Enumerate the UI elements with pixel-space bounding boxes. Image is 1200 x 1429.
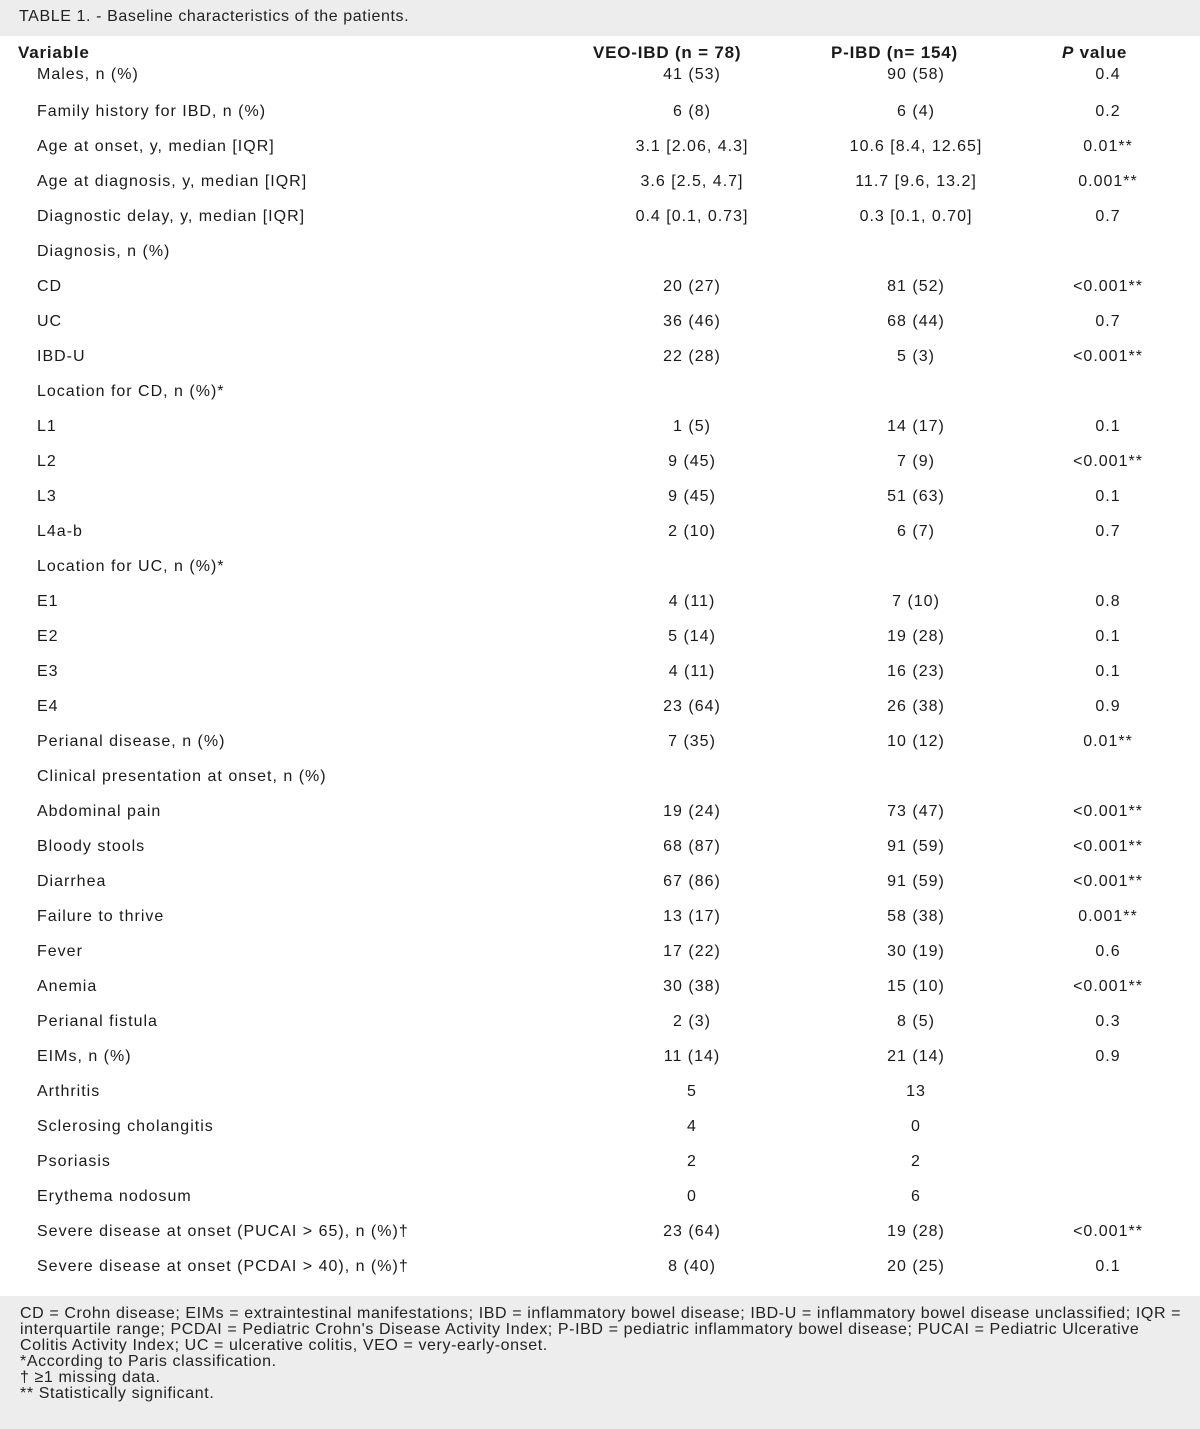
cell-p-value: 0.1 (1095, 628, 1121, 645)
cell-p-ibd: 19 (28) (887, 1223, 945, 1240)
cell-p-value: <0.001** (1073, 348, 1143, 365)
row-label: Anemia (37, 978, 98, 995)
cell-veo-ibd: 20 (27) (663, 278, 721, 295)
cell-p-value: 0.7 (1095, 313, 1121, 330)
cell-p-ibd: 58 (38) (887, 908, 945, 925)
cell-p-ibd: 0 (911, 1118, 921, 1135)
cell-veo-ibd: 7 (35) (668, 733, 716, 750)
table-row (0, 585, 1200, 620)
cell-veo-ibd: 6 (8) (673, 103, 711, 120)
cell-p-ibd: 8 (5) (897, 1013, 935, 1030)
cell-veo-ibd: 11 (14) (663, 1048, 721, 1065)
table-row (0, 200, 1200, 235)
cell-veo-ibd: 9 (45) (668, 488, 716, 505)
cell-p-value: 0.1 (1095, 663, 1121, 680)
row-label: E2 (37, 628, 59, 645)
table-row (0, 1075, 1200, 1110)
row-label: Perianal disease, n (%) (37, 733, 226, 750)
table-row (0, 550, 1200, 585)
cell-p-value: 0.7 (1095, 523, 1121, 540)
cell-p-value: 0.7 (1095, 208, 1121, 225)
cell-p-ibd: 73 (47) (887, 803, 945, 820)
cell-veo-ibd: 41 (53) (663, 66, 721, 83)
cell-veo-ibd: 23 (64) (663, 698, 721, 715)
row-label: Diagnostic delay, y, median [IQR] (37, 208, 306, 225)
row-label: Erythema nodosum (37, 1188, 192, 1205)
table-row (0, 60, 1200, 95)
header-veo-ibd: VEO-IBD (n = 78) (593, 43, 742, 62)
table-row (0, 340, 1200, 375)
row-label: Failure to thrive (37, 908, 165, 925)
table-row (0, 1250, 1200, 1285)
table-row (0, 1215, 1200, 1250)
header-p-rest: value (1074, 43, 1128, 62)
row-label: Arthritis (37, 1083, 101, 1100)
table-row (0, 620, 1200, 655)
row-label: Clinical presentation at onset, n (%) (37, 768, 327, 785)
table-row (0, 795, 1200, 830)
row-label: Fever (37, 943, 83, 960)
cell-veo-ibd: 2 (687, 1153, 697, 1170)
table-row (0, 375, 1200, 410)
cell-p-ibd: 90 (58) (887, 66, 945, 83)
cell-p-ibd: 21 (14) (887, 1048, 945, 1065)
cell-p-ibd: 13 (906, 1083, 926, 1100)
table-caption: TABLE 1. - Baseline characteristics of the patients. (0, 0, 1200, 36)
cell-p-ibd: 91 (59) (887, 838, 945, 855)
cell-veo-ibd: 0 (687, 1188, 697, 1205)
cell-p-ibd: 5 (3) (897, 348, 935, 365)
table-row (0, 130, 1200, 165)
cell-p-ibd: 2 (911, 1153, 921, 1170)
cell-veo-ibd: 23 (64) (663, 1223, 721, 1240)
header-p-italic: P (1062, 43, 1075, 62)
cell-p-ibd: 6 (4) (897, 103, 935, 120)
cell-veo-ibd: 9 (45) (668, 453, 716, 470)
cell-veo-ibd: 0.4 [0.1, 0.73] (635, 208, 749, 225)
table-row (0, 95, 1200, 130)
row-label: L4a-b (37, 523, 83, 540)
cell-veo-ibd: 13 (17) (663, 908, 721, 925)
cell-veo-ibd: 68 (87) (663, 838, 721, 855)
row-label: IBD-U (37, 348, 86, 365)
cell-veo-ibd: 4 (11) (668, 663, 716, 680)
row-label: Location for UC, n (%)* (37, 558, 225, 575)
row-label: Diagnosis, n (%) (37, 243, 171, 260)
table-row (0, 655, 1200, 690)
header-p-ibd: P-IBD (n= 154) (831, 43, 958, 62)
table-row (0, 515, 1200, 550)
table-row (0, 1005, 1200, 1040)
cell-p-value: 0.3 (1095, 1013, 1121, 1030)
cell-p-ibd: 0.3 [0.1, 0.70] (859, 208, 973, 225)
cell-veo-ibd: 5 (687, 1083, 697, 1100)
row-label: Age at onset, y, median [IQR] (37, 138, 275, 155)
cell-p-value: <0.001** (1073, 278, 1143, 295)
row-label: E4 (37, 698, 59, 715)
table-row (0, 760, 1200, 795)
row-label: UC (37, 313, 63, 330)
cell-p-value: 0.8 (1095, 593, 1121, 610)
cell-veo-ibd: 36 (46) (663, 313, 721, 330)
cell-p-value: 0.9 (1095, 698, 1121, 715)
cell-p-ibd: 6 (911, 1188, 921, 1205)
row-label: Abdominal pain (37, 803, 162, 820)
row-label: E1 (37, 593, 59, 610)
table-row (0, 725, 1200, 760)
row-label: E3 (37, 663, 59, 680)
cell-p-ibd: 7 (10) (892, 593, 940, 610)
table-row (0, 690, 1200, 725)
cell-p-ibd: 19 (28) (887, 628, 945, 645)
footnote-abbreviations: CD = Crohn disease; EIMs = extraintestinal manifestations; IBD = inflammatory bowel disease; IBD-U = inflammatory bowel disease unclassified; IQR = interquartile range; PCDAI = Pediatric Crohn's Disease Activity Index; P-IBD = pediatric inflammatory bowel disease; PUCAI = Pediatric Ulcerative Colitis Activity Index; UC = ulcerative colitis, VEO = very-early-onset. (20, 1305, 1182, 1354)
row-label: Age at diagnosis, y, median [IQR] (37, 173, 308, 190)
cell-p-value: <0.001** (1073, 1223, 1143, 1240)
table-row (0, 865, 1200, 900)
cell-veo-ibd: 2 (10) (668, 523, 716, 540)
table-row (0, 1180, 1200, 1215)
row-label: Severe disease at onset (PUCAI > 65), n (%)† (37, 1223, 409, 1240)
cell-p-value: 0.2 (1095, 103, 1121, 120)
cell-veo-ibd: 19 (24) (663, 803, 721, 820)
row-label: CD (37, 278, 63, 295)
row-label: L1 (37, 418, 57, 435)
cell-veo-ibd: 17 (22) (663, 943, 721, 960)
table-row (0, 830, 1200, 865)
table-row (0, 445, 1200, 480)
cell-p-value: 0.01** (1083, 138, 1133, 155)
row-label: Diarrhea (37, 873, 107, 890)
table-row (0, 935, 1200, 970)
cell-p-ibd: 10 (12) (887, 733, 945, 750)
table-row (0, 410, 1200, 445)
cell-p-value: <0.001** (1073, 803, 1143, 820)
table-row (0, 900, 1200, 935)
cell-veo-ibd: 4 (687, 1118, 697, 1135)
cell-p-value: 0.1 (1095, 488, 1121, 505)
table-row (0, 270, 1200, 305)
table-row (0, 1110, 1200, 1145)
cell-p-value: 0.001** (1078, 908, 1138, 925)
cell-veo-ibd: 1 (5) (673, 418, 711, 435)
row-label: Family history for IBD, n (%) (37, 103, 267, 120)
table-row (0, 235, 1200, 270)
cell-p-value: 0.01** (1083, 733, 1133, 750)
cell-p-ibd: 14 (17) (887, 418, 945, 435)
cell-veo-ibd: 30 (38) (663, 978, 721, 995)
cell-p-ibd: 11.7 [9.6, 13.2] (855, 173, 977, 190)
row-label: Bloody stools (37, 838, 146, 855)
row-label: L3 (37, 488, 57, 505)
row-label: Males, n (%) (37, 66, 139, 83)
row-label: L2 (37, 453, 57, 470)
table-row (0, 165, 1200, 200)
cell-p-value: 0.1 (1095, 418, 1121, 435)
cell-p-value: <0.001** (1073, 453, 1143, 470)
footnote-significant: ** Statistically significant. (20, 1385, 215, 1402)
cell-veo-ibd: 3.1 [2.06, 4.3] (635, 138, 749, 155)
cell-p-ibd: 16 (23) (887, 663, 945, 680)
header-variable: Variable (18, 43, 90, 62)
table-body (0, 60, 1200, 1285)
cell-p-ibd: 81 (52) (887, 278, 945, 295)
row-label: EIMs, n (%) (37, 1048, 132, 1065)
table-row (0, 1145, 1200, 1180)
cell-veo-ibd: 3.6 [2.5, 4.7] (640, 173, 744, 190)
cell-p-ibd: 51 (63) (887, 488, 945, 505)
cell-p-ibd: 30 (19) (887, 943, 945, 960)
row-label: Sclerosing cholangitis (37, 1118, 214, 1135)
cell-p-ibd: 20 (25) (887, 1258, 945, 1275)
cell-p-value: 0.1 (1095, 1258, 1121, 1275)
cell-p-ibd: 6 (7) (897, 523, 935, 540)
cell-p-value: <0.001** (1073, 978, 1143, 995)
cell-p-ibd: 91 (59) (887, 873, 945, 890)
cell-p-value: 0.001** (1078, 173, 1138, 190)
cell-veo-ibd: 67 (86) (663, 873, 721, 890)
cell-p-ibd: 7 (9) (897, 453, 935, 470)
cell-p-value: 0.6 (1095, 943, 1121, 960)
footnote-missing: † ≥1 missing data. (20, 1369, 161, 1386)
cell-p-ibd: 26 (38) (887, 698, 945, 715)
cell-p-ibd: 15 (10) (887, 978, 945, 995)
table-row (0, 1040, 1200, 1075)
cell-p-ibd: 68 (44) (887, 313, 945, 330)
cell-veo-ibd: 5 (14) (668, 628, 716, 645)
cell-p-value: 0.9 (1095, 1048, 1121, 1065)
cell-p-value: <0.001** (1073, 838, 1143, 855)
cell-veo-ibd: 4 (11) (668, 593, 716, 610)
table-row (0, 970, 1200, 1005)
row-label: Severe disease at onset (PCDAI > 40), n (%)† (37, 1258, 409, 1275)
footnote-paris: *According to Paris classification. (20, 1353, 277, 1370)
table-row (0, 305, 1200, 340)
cell-p-ibd: 10.6 [8.4, 12.65] (849, 138, 983, 155)
row-label: Perianal fistula (37, 1013, 158, 1030)
table-footnotes (0, 1296, 1200, 1429)
row-label: Psoriasis (37, 1153, 111, 1170)
cell-veo-ibd: 8 (40) (668, 1258, 716, 1275)
cell-p-value: 0.4 (1095, 66, 1121, 83)
cell-veo-ibd: 2 (3) (673, 1013, 711, 1030)
cell-veo-ibd: 22 (28) (663, 348, 721, 365)
cell-p-value: <0.001** (1073, 873, 1143, 890)
table-row (0, 480, 1200, 515)
row-label: Location for CD, n (%)* (37, 383, 225, 400)
